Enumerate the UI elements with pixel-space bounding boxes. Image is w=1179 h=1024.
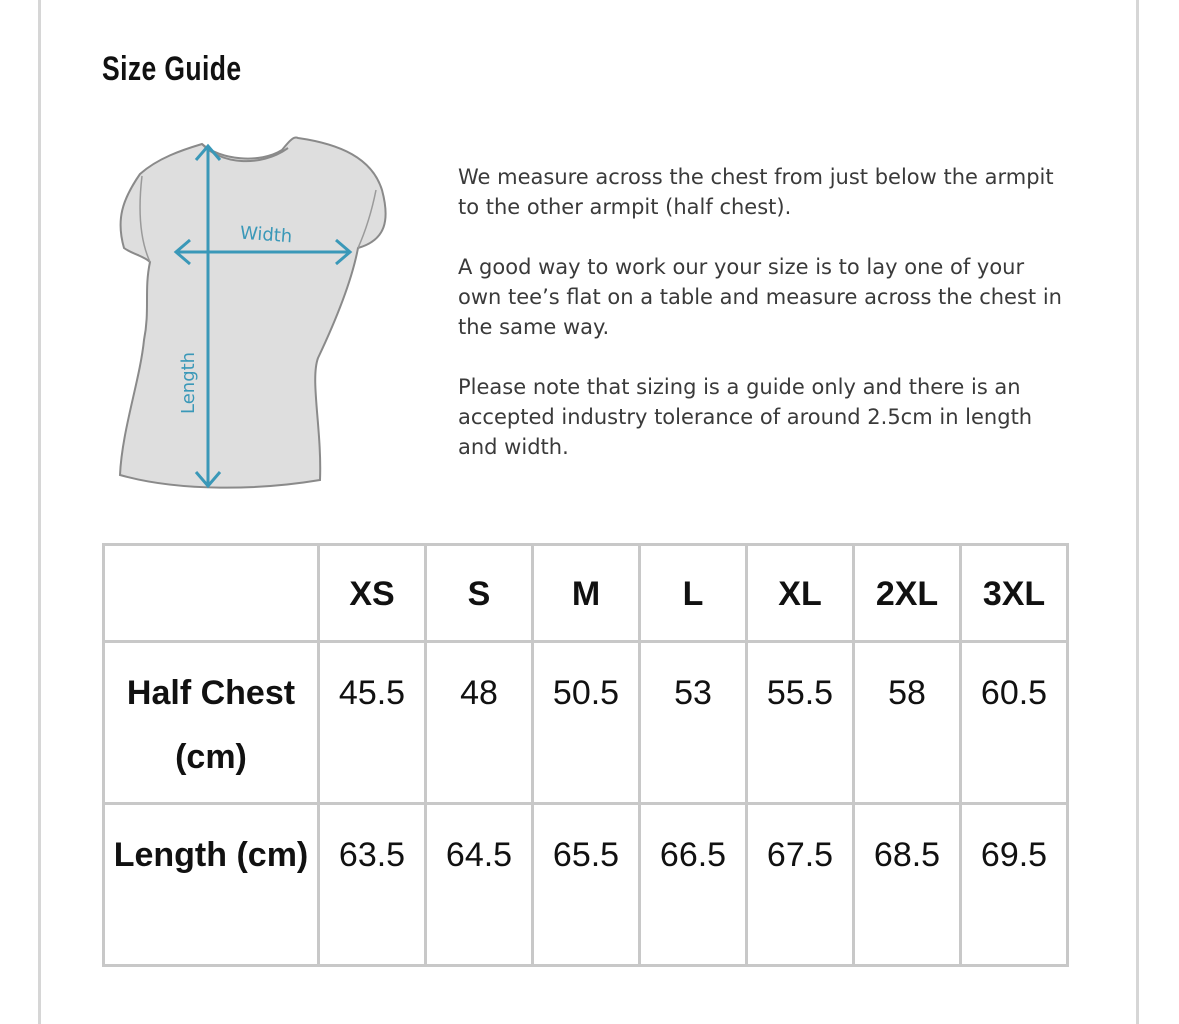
- row-label-length: Length (cm): [104, 804, 319, 966]
- table-cell: 64.5: [426, 804, 533, 966]
- tshirt-shape: [120, 138, 386, 488]
- table-cell: 63.5: [319, 804, 426, 966]
- size-header-row: [104, 545, 1068, 642]
- size-header-xl: XL: [747, 545, 854, 642]
- width-label: Width: [239, 222, 293, 248]
- size-header-l: L: [640, 545, 747, 642]
- size-table: [102, 543, 1069, 967]
- size-header-3xl: 3XL: [961, 545, 1068, 642]
- page-title: Size Guide: [102, 50, 242, 88]
- table-cell: 55.5: [747, 642, 854, 804]
- table-row: [104, 642, 1068, 804]
- description-paragraph: A good way to work our your size is to lay one of your own tee’s flat on a table and measure across the chest in the same way.: [458, 255, 1062, 339]
- row-label-half-chest: Half Chest (cm): [104, 642, 319, 804]
- tshirt-measure-diagram-icon: [110, 130, 400, 500]
- table-cell: 45.5: [319, 642, 426, 804]
- table-corner-cell: [104, 545, 319, 642]
- size-header-2xl: 2XL: [854, 545, 961, 642]
- table-cell: 50.5: [533, 642, 640, 804]
- size-header-xs: XS: [319, 545, 426, 642]
- table-cell: 68.5: [854, 804, 961, 966]
- table-cell: 60.5: [961, 642, 1068, 804]
- size-description: [458, 162, 1098, 492]
- table-cell: 67.5: [747, 804, 854, 966]
- description-paragraph: We measure across the chest from just below the armpit to the other armpit (half chest).: [458, 165, 1054, 219]
- table-cell: 66.5: [640, 804, 747, 966]
- table-cell: 58: [854, 642, 961, 804]
- table-row: [104, 804, 1068, 966]
- table-cell: 53: [640, 642, 747, 804]
- page-frame-left: [38, 0, 41, 1024]
- page-frame-right: [1136, 0, 1139, 1024]
- table-cell: 48: [426, 642, 533, 804]
- table-cell: 69.5: [961, 804, 1068, 966]
- size-header-s: S: [426, 545, 533, 642]
- table-cell: 65.5: [533, 804, 640, 966]
- length-label: Length: [178, 351, 199, 414]
- size-header-m: M: [533, 545, 640, 642]
- description-paragraph: Please note that sizing is a guide only and there is an accepted industry tolerance of around 2.5cm in length and width.: [458, 375, 1033, 459]
